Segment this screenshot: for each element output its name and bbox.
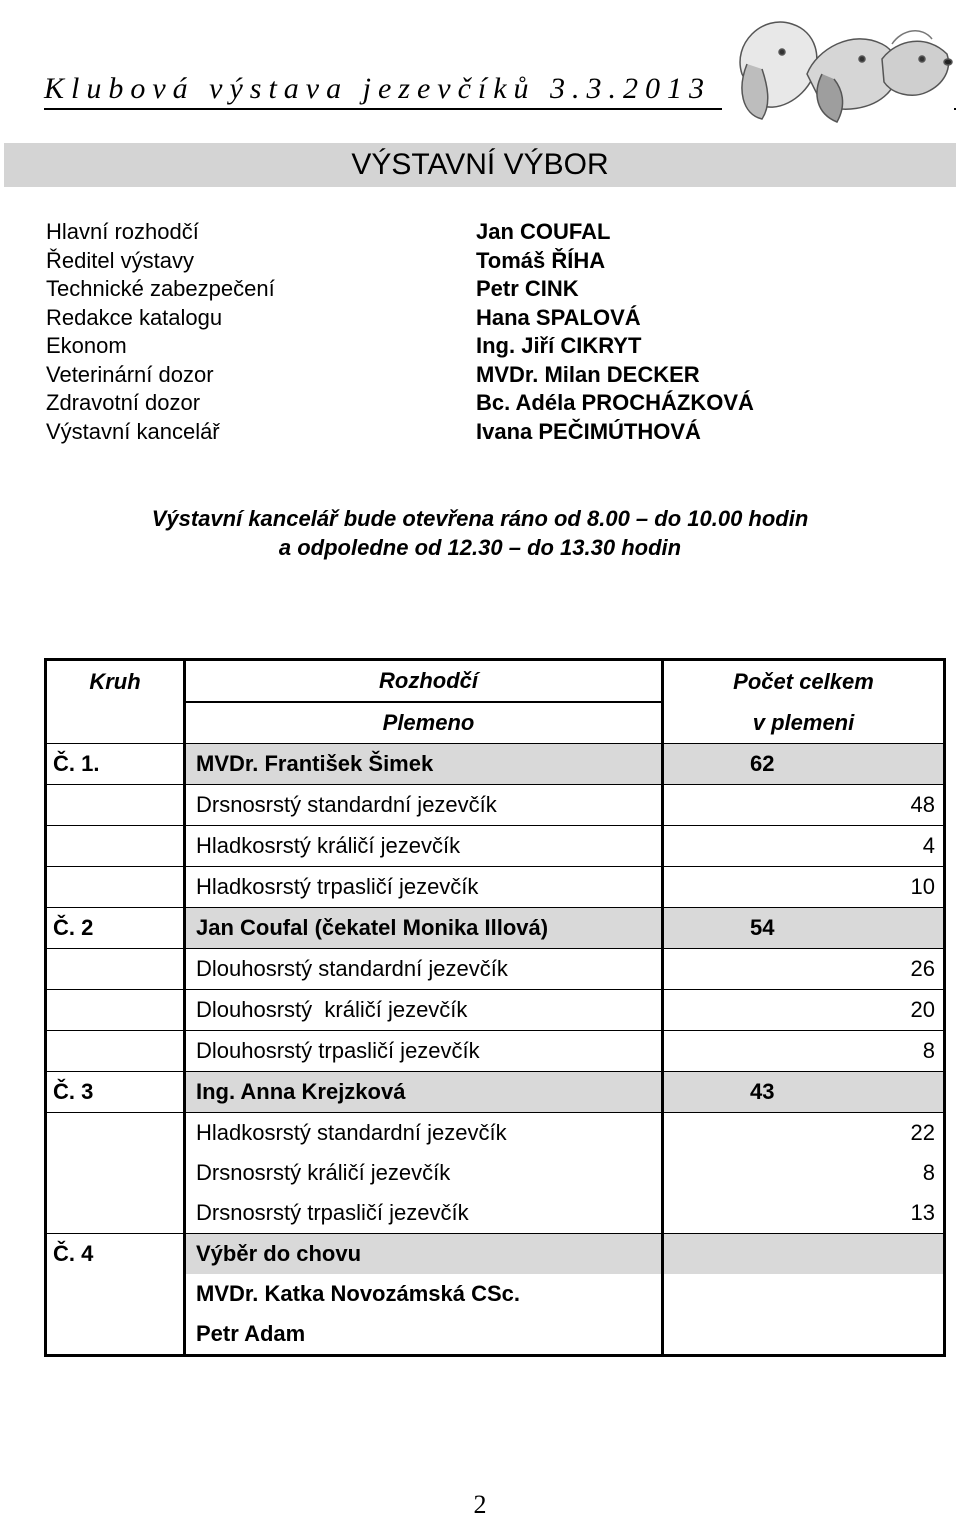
breed-name: Dlouhosrstý králičí jezevčík <box>185 990 663 1031</box>
blank-cell <box>46 826 185 867</box>
committee-role: Ekonom <box>46 333 127 358</box>
ring-label: Č. 1. <box>46 744 185 785</box>
judge-name: Petr Adam <box>185 1314 663 1356</box>
breed-count: 26 <box>663 949 945 990</box>
committee-name: Ing. Jiří CIKRYT <box>476 333 642 358</box>
header-ring: Kruh <box>46 660 185 703</box>
blank-cell <box>46 1274 185 1314</box>
table-row <box>46 949 945 990</box>
ring-judge: MVDr. František Šimek <box>185 744 663 785</box>
committee-role: Hlavní rozhodčí <box>46 219 199 244</box>
judge-name: MVDr. Katka Novozámská CSc. <box>185 1274 663 1314</box>
breed-name: Hladkosrstý standardní jezevčík <box>185 1113 663 1154</box>
blank-cell <box>46 785 185 826</box>
committee-name: Hana SPALOVÁ <box>476 304 641 330</box>
table-header-row <box>46 702 945 744</box>
breed-count: 22 <box>663 1113 945 1154</box>
ring-total: 54 <box>663 908 945 949</box>
breed-name: Drsnosrstý trpasličí jezevčík <box>185 1193 663 1234</box>
ring-judge: Výběr do chovu <box>185 1234 663 1275</box>
breed-name: Hladkosrstý králičí jezevčík <box>185 826 663 867</box>
committee-role: Technické zabezpečení <box>46 276 275 301</box>
breed-name: Dlouhosrstý trpasličí jezevčík <box>185 1031 663 1072</box>
dachshund-logo <box>722 4 954 126</box>
blank-cell <box>663 1274 945 1314</box>
ring-judge: Jan Coufal (čekatel Monika Illová) <box>185 908 663 949</box>
table-row <box>46 867 945 908</box>
committee-role: Veterinární dozor <box>46 361 214 387</box>
committee-list <box>0 218 960 446</box>
header-judge: Rozhodčí <box>185 660 663 703</box>
blank-cell <box>46 867 185 908</box>
blank-cell <box>46 1153 185 1193</box>
table-row <box>46 1072 945 1113</box>
table-row <box>46 1031 945 1072</box>
committee-row <box>0 275 960 304</box>
committee-role: Zdravotní dozor <box>46 390 201 415</box>
header-total: Počet celkem <box>663 660 945 703</box>
table-row <box>46 1153 945 1193</box>
committee-row <box>0 218 960 247</box>
ring-total: 43 <box>663 1072 945 1113</box>
table-row <box>46 1234 945 1275</box>
committee-name: Tomáš ŘÍHA <box>476 247 606 273</box>
committee-row <box>0 332 960 361</box>
ring-total-blank <box>663 1234 945 1275</box>
blank-cell <box>46 949 185 990</box>
ring-label: Č. 2 <box>46 908 185 949</box>
table-row <box>46 826 945 867</box>
table-row <box>46 1314 945 1356</box>
breed-count: 4 <box>663 826 945 867</box>
committee-name: Jan COUFAL <box>476 219 611 244</box>
committee-role: Výstavní kancelář <box>46 418 220 444</box>
breed-count: 48 <box>663 785 945 826</box>
table-row <box>46 908 945 949</box>
breed-count: 8 <box>663 1153 945 1193</box>
header-blank <box>46 702 185 744</box>
committee-name: Bc. Adéla PROCHÁZKOVÁ <box>476 390 754 415</box>
rings-table <box>44 658 946 1357</box>
breed-name: Drsnosrstý standardní jezevčík <box>185 785 663 826</box>
section-title: VÝSTAVNÍ VÝBOR <box>351 148 609 181</box>
header-per-breed: v plemeni <box>663 702 945 744</box>
breed-count: 8 <box>663 1031 945 1072</box>
blank-cell <box>46 1113 185 1154</box>
table-row <box>46 1274 945 1314</box>
breed-count: 13 <box>663 1193 945 1234</box>
ring-label: Č. 4 <box>46 1234 185 1275</box>
blank-cell <box>46 1031 185 1072</box>
committee-role: Ředitel výstavy <box>46 247 194 273</box>
breed-count: 20 <box>663 990 945 1031</box>
page-number: 2 <box>473 1490 487 1519</box>
page-header-title: Klubová výstava jezevčíků 3.3.2013 <box>44 72 712 105</box>
committee-row <box>0 418 960 447</box>
committee-name: Petr CINK <box>476 276 579 301</box>
breed-name: Drsnosrstý králičí jezevčík <box>185 1153 663 1193</box>
committee-name: Ivana PEČIMÚTHOVÁ <box>476 418 701 444</box>
table-header-row <box>46 660 945 703</box>
table-row <box>46 744 945 785</box>
committee-row <box>0 389 960 418</box>
breed-name: Hladkosrstý trpasličí jezevčík <box>185 867 663 908</box>
table-row <box>46 1113 945 1154</box>
committee-row <box>0 247 960 276</box>
header-breed: Plemeno <box>185 702 663 744</box>
committee-row <box>0 304 960 333</box>
office-hours-line-1: Výstavní kancelář bude otevřena ráno od 8.00 – do 10.00 hodin <box>151 506 809 531</box>
table-row <box>46 1193 945 1234</box>
blank-cell <box>46 1193 185 1234</box>
committee-name: MVDr. Milan DECKER <box>476 361 700 387</box>
ring-label: Č. 3 <box>46 1072 185 1113</box>
breed-name: Dlouhosrstý standardní jezevčík <box>185 949 663 990</box>
blank-cell <box>663 1314 945 1356</box>
breed-count: 10 <box>663 867 945 908</box>
blank-cell <box>46 1314 185 1356</box>
ring-total: 62 <box>663 744 945 785</box>
committee-role: Redakce katalogu <box>46 304 223 330</box>
ring-judge: Ing. Anna Krejzková <box>185 1072 663 1113</box>
committee-row <box>0 361 960 390</box>
table-row <box>46 785 945 826</box>
office-hours-line-2: a odpoledne od 12.30 – do 13.30 hodin <box>278 535 682 560</box>
blank-cell <box>46 990 185 1031</box>
table-row <box>46 990 945 1031</box>
